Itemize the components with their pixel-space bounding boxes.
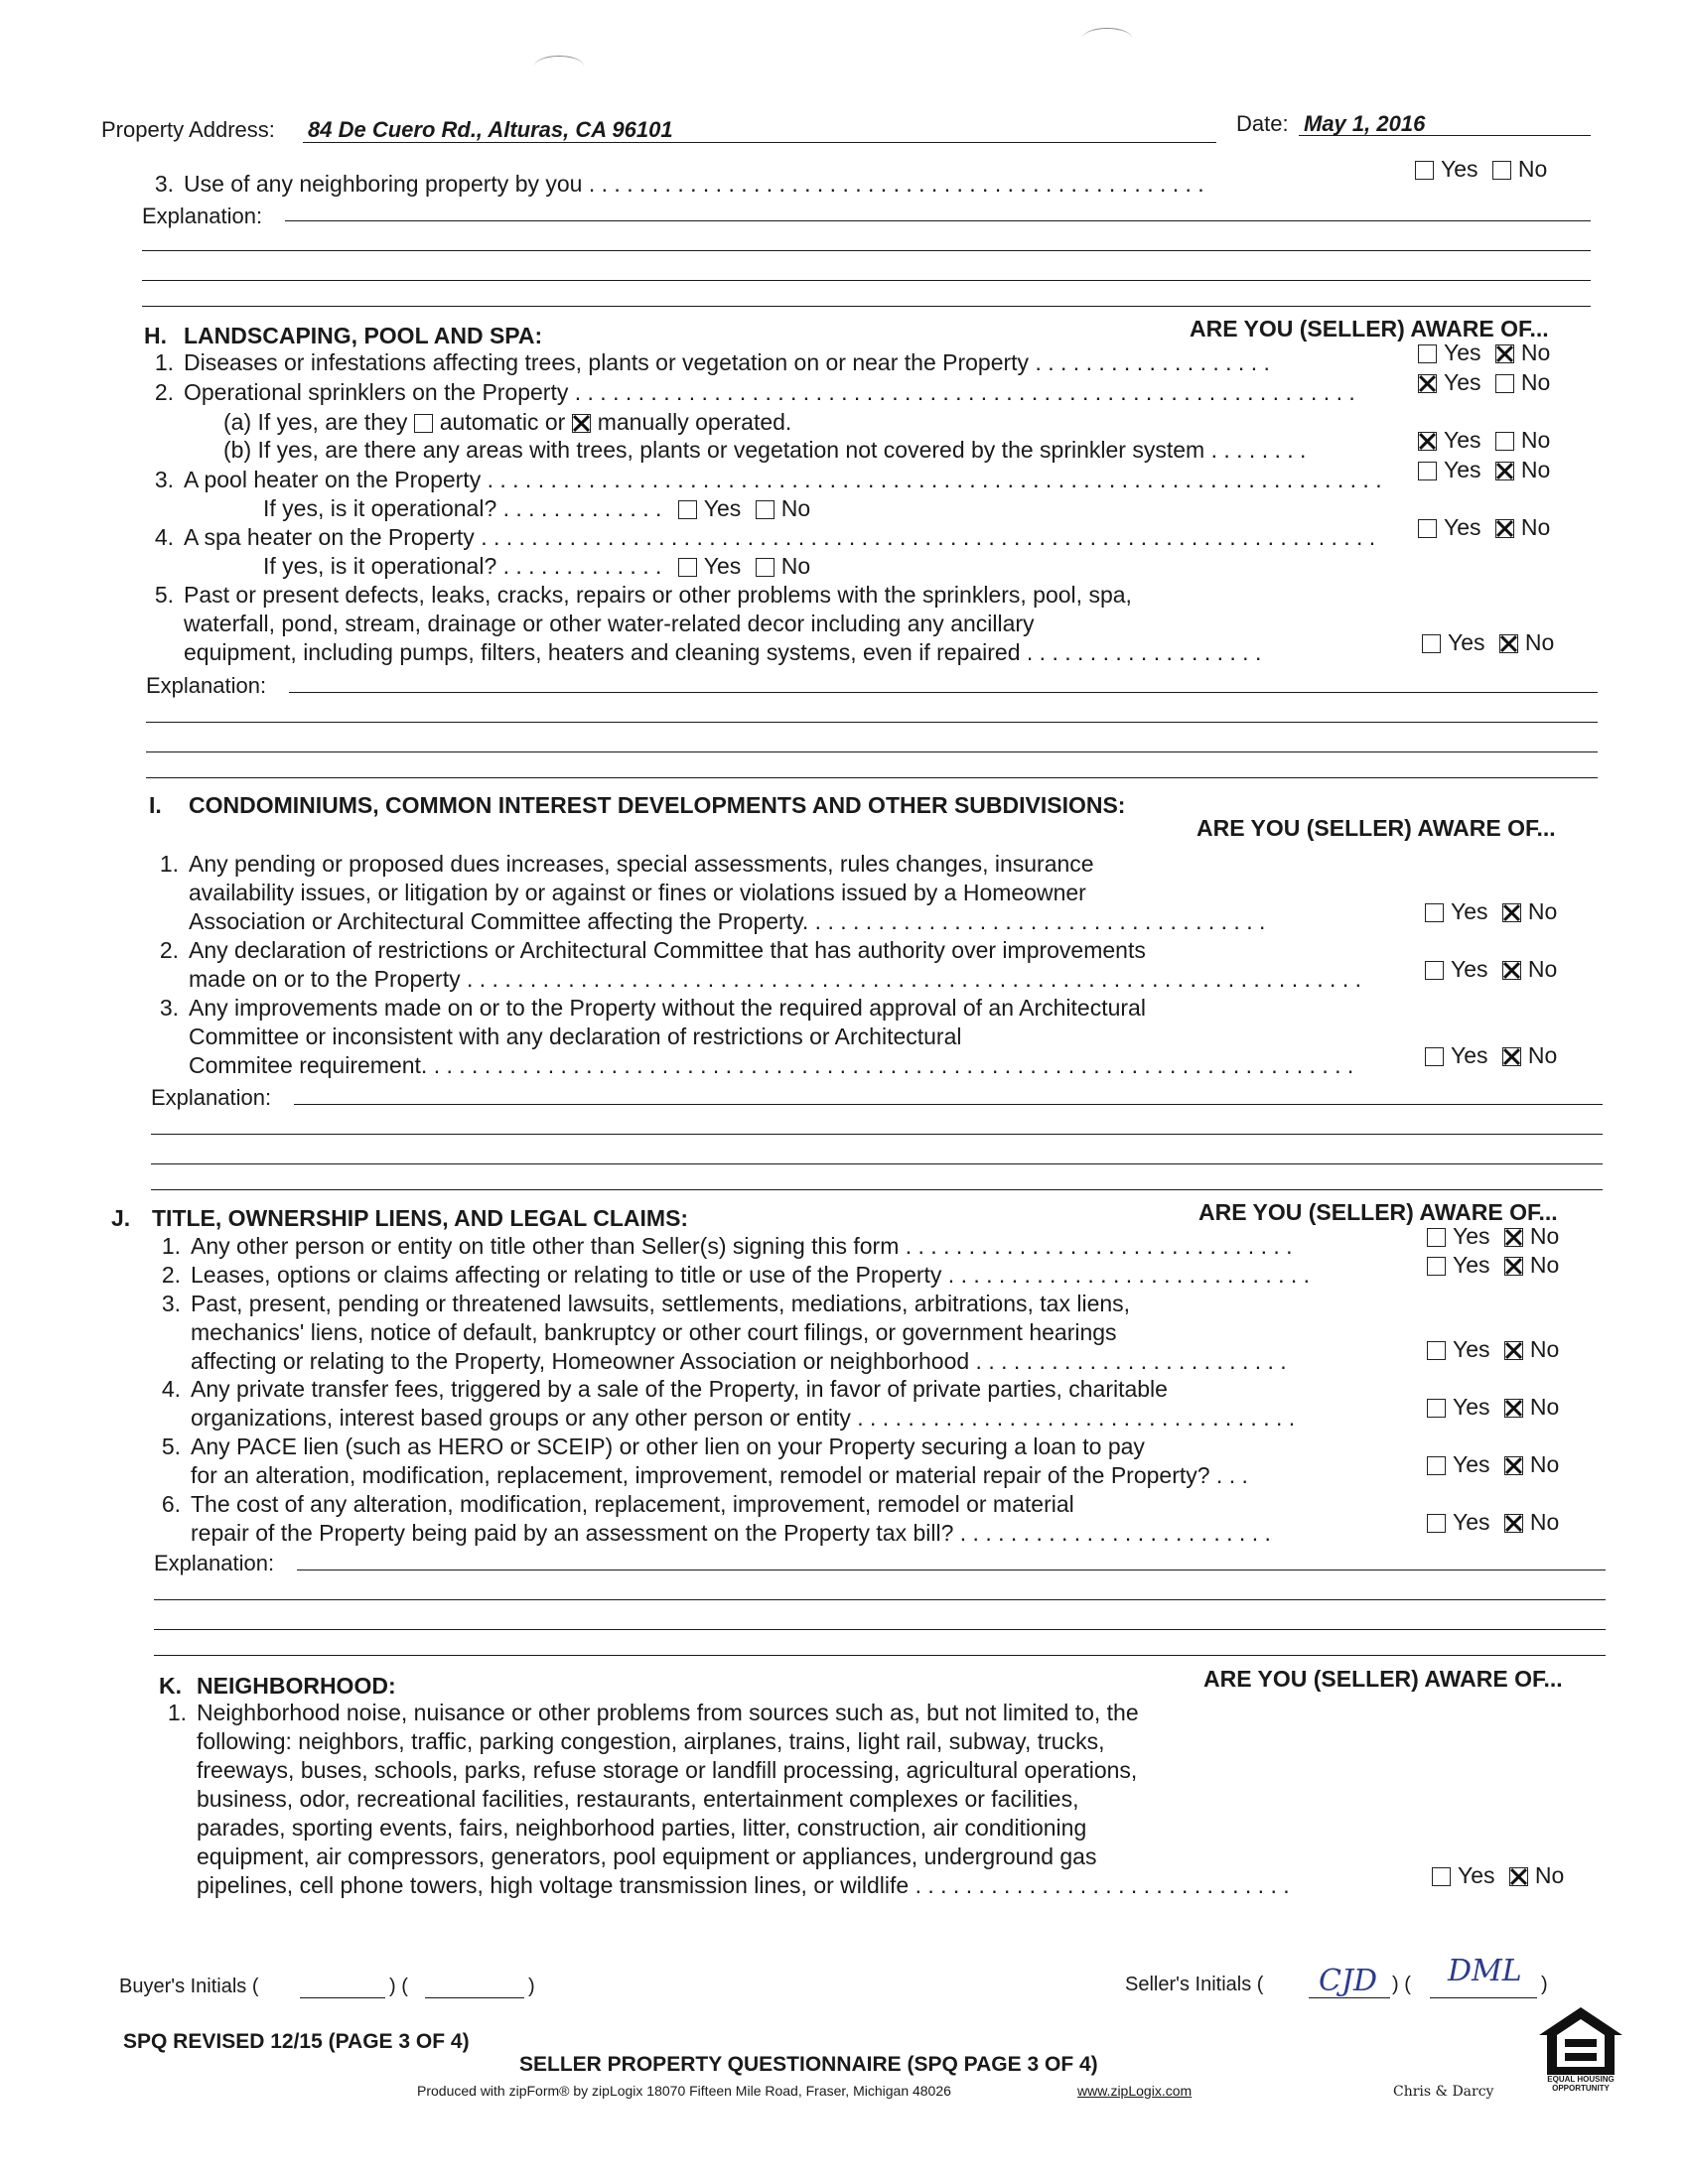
section-j-title: TITLE, OWNERSHIP LIENS, AND LEGAL CLAIMS:	[152, 1205, 689, 1231]
checkbox-manually-checked[interactable]	[572, 414, 591, 433]
buyer-initial-line-1[interactable]	[300, 1997, 385, 1998]
checkbox-no-checked[interactable]	[1504, 1514, 1523, 1533]
checkbox-yes-checked[interactable]	[1418, 374, 1437, 393]
checkbox-yes[interactable]	[1427, 1456, 1446, 1475]
address-value: 84 De Cuero Rd., Alturas, CA 96101	[308, 117, 673, 142]
checkbox-no-checked[interactable]	[1495, 519, 1514, 538]
answer-j4: Yes No	[1427, 1392, 1559, 1422]
seller-initial-1-handwriting: CJD	[1319, 1964, 1378, 1998]
revision-label: SPQ REVISED 12/15 (PAGE 3 OF 4)	[123, 2030, 470, 2053]
answer-k1: Yes No	[1432, 1860, 1564, 1890]
checkbox-yes[interactable]	[1427, 1257, 1446, 1276]
answer-g3: Yes No	[1415, 154, 1547, 184]
checkbox-yes[interactable]	[1418, 344, 1437, 363]
checkbox-yes[interactable]	[1422, 634, 1441, 653]
aware-heading: ARE YOU (SELLER) AWARE OF...	[1198, 1199, 1558, 1225]
explanation-label: Explanation:	[146, 673, 267, 698]
checkbox-no-checked[interactable]	[1502, 903, 1521, 922]
checkbox-yes[interactable]	[678, 500, 697, 519]
checkbox-no-checked[interactable]	[1502, 1047, 1521, 1066]
question-j3: 3. Past, present, pending or threatened lawsuits, settlements, mediations, arbitrations, tax liens, mechanics' liens, notice of default, bankruptcy or other court filings, or government hearings affecting or relating to the Property, Homeowner Association or neighborhood . . . . . . . . . . . . . . . . . . . . . . . . .	[161, 1291, 1287, 1374]
checkbox-no[interactable]	[756, 500, 774, 519]
answer-i2: Yes No	[1425, 954, 1557, 984]
buyer-initial-line-2[interactable]	[425, 1997, 524, 1998]
answer-i3: Yes No	[1425, 1040, 1557, 1070]
answer-h1: Yes No	[1418, 338, 1550, 367]
equal-housing-text: EQUAL HOUSING OPPORTUNITY	[1547, 2075, 1615, 2093]
answer-h2b: Yes No	[1418, 425, 1550, 455]
address-label: Property Address:	[101, 117, 275, 142]
ziplogix-link[interactable]: www.zipLogix.com	[1077, 2083, 1193, 2099]
section-j-letter: J.	[111, 1205, 131, 1231]
equal-housing-icon	[1537, 2005, 1624, 2083]
checkbox-yes[interactable]	[1418, 462, 1437, 480]
checkbox-no[interactable]	[756, 558, 774, 577]
section-i-letter: I.	[149, 792, 162, 818]
checkbox-yes[interactable]	[1432, 1867, 1451, 1886]
aware-heading: ARE YOU (SELLER) AWARE OF...	[1203, 1666, 1563, 1692]
checkbox-no-checked[interactable]	[1504, 1399, 1523, 1418]
aware-heading: ARE YOU (SELLER) AWARE OF...	[1190, 316, 1549, 341]
question-i1: 1. Any pending or proposed dues increases, special assessments, rules changes, insurance availability issues, or litigation by or against or fines or violations issued by a Homeowner Association or Architectural Committee affecting the Property. . . . . . . . . . . . . . . . . . . . . . . . . . . . . . . . . . . . .	[159, 851, 1266, 934]
question-j4: 4. Any private transfer fees, triggered by a sale of the Property, in favor of private parties, charitable organizations, interest based groups or any other person or entity . . . . . . . . . . . . . . . . . . . . . . . . . . . . . . . . . . .	[161, 1376, 1296, 1431]
answer-h3: Yes No	[1418, 455, 1550, 484]
seller-initial-2-handwriting: DML	[1448, 1954, 1522, 1988]
checkbox-yes[interactable]	[1425, 903, 1444, 922]
checkbox-yes[interactable]	[1415, 161, 1434, 180]
answer-j5: Yes No	[1427, 1449, 1559, 1479]
section-h-title: LANDSCAPING, POOL AND SPA:	[184, 323, 543, 348]
seller-initials-label: Seller's Initials (	[1125, 1974, 1264, 1995]
checkbox-yes[interactable]	[1425, 961, 1444, 980]
punch-hole-mark-right	[1082, 28, 1132, 49]
checkbox-yes[interactable]	[1427, 1514, 1446, 1533]
checkbox-no-checked[interactable]	[1504, 1341, 1523, 1360]
produced-by-text: Produced with zipForm® by zipLogix 18070 Fifteen Mile Road, Fraser, Michigan 48026	[417, 2083, 951, 2099]
checkbox-yes[interactable]	[1418, 519, 1437, 538]
checkbox-no[interactable]	[1492, 161, 1511, 180]
checkbox-no-checked[interactable]	[1504, 1456, 1523, 1475]
answer-h5: Yes No	[1422, 627, 1554, 657]
question-i2: 2. Any declaration of restrictions or Architectural Committee that has authority over improvements made on or to the Property . . . . . . . . . . . . . . . . . . . . . . . . . . . . . . . . . . . . . . . . . . . . . . . . . . . . . . . . . . . . . . . . . . . . . . .	[159, 937, 1361, 992]
answer-j6: Yes No	[1427, 1507, 1559, 1537]
form-title: SELLER PROPERTY QUESTIONNAIRE (SPQ PAGE 3 OF 4)	[519, 2053, 1098, 2076]
section-k-title: NEIGHBORHOOD:	[197, 1673, 396, 1699]
checkbox-yes-checked[interactable]	[1418, 432, 1437, 451]
answer-i1: Yes No	[1425, 896, 1557, 926]
checkbox-yes[interactable]	[1427, 1228, 1446, 1247]
checkbox-no-checked[interactable]	[1509, 1867, 1528, 1886]
question-h5: 5. Past or present defects, leaks, cracks, repairs or other problems with the sprinklers, pool, spa, waterfall, pond, stream, drainage or other water-related decor including any ancillary equipment, including pumps, filters, heaters and cleaning systems, even if repaired . . . . . . . . . . . . . . . . . . .	[154, 582, 1262, 665]
checkbox-no-checked[interactable]	[1504, 1257, 1523, 1276]
date-label: Date:	[1236, 111, 1289, 136]
checkbox-no[interactable]	[1495, 374, 1514, 393]
checkbox-yes[interactable]	[678, 558, 697, 577]
checkbox-yes[interactable]	[1427, 1399, 1446, 1418]
answer-j2: Yes No	[1427, 1250, 1559, 1280]
checkbox-yes[interactable]	[1427, 1341, 1446, 1360]
question-j6: 6. The cost of any alteration, modification, replacement, improvement, remodel or material repair of the Property being paid by an assessment on the Property tax bill? . . . . . . . . . . . . . . . . . . . . . . . . .	[161, 1491, 1271, 1546]
answer-h4: Yes No	[1418, 512, 1550, 542]
explanation-label: Explanation:	[142, 204, 263, 228]
checkbox-yes[interactable]	[1425, 1047, 1444, 1066]
section-i-title: CONDOMINIUMS, COMMON INTEREST DEVELOPMENTS AND OTHER SUBDIVISIONS:	[189, 792, 1126, 818]
checkbox-no-checked[interactable]	[1499, 634, 1518, 653]
explanation-label: Explanation:	[151, 1085, 272, 1110]
checkbox-no-checked[interactable]	[1504, 1228, 1523, 1247]
question-j5: 5. Any PACE lien (such as HERO or SCEIP) or other lien on your Property securing a loan to pay for an alteration, modification, replacement, improvement, remodel or material repair of the Property? . . .	[161, 1433, 1248, 1488]
answer-h2: Yes No	[1418, 367, 1550, 397]
checkbox-no-checked[interactable]	[1502, 961, 1521, 980]
question-k1: 1. Neighborhood noise, nuisance or other problems from sources such as, but not limited to, the following: neighbors, traffic, parking congestion, airplanes, trains, light rail, subway, trucks, freeways, buses, schools, parks, refuse storage or landfill processing, agricultural operations, business, odor, recreational facilities, restaurants, entertainment complexes or facilities, parades, sporting events, fairs, neighborhood parties, litter, construction, air conditioning equipment, air compressors, generators, pool equipment or appliances, underground gas pipelines, cell phone towers, high voltage transmission lines, or wildlife . . . . . . . . . . . . . . . . . . . . . . . . . . . . . .	[167, 1700, 1290, 1898]
checkbox-no-checked[interactable]	[1495, 462, 1514, 480]
explanation-label: Explanation:	[154, 1551, 275, 1575]
answer-j1: Yes No	[1427, 1221, 1559, 1251]
section-k-letter: K.	[159, 1673, 182, 1699]
checkbox-no[interactable]	[1495, 432, 1514, 451]
checkbox-automatic[interactable]	[414, 414, 433, 433]
section-h-letter: H.	[144, 323, 167, 348]
aware-heading: ARE YOU (SELLER) AWARE OF...	[1196, 815, 1556, 841]
buyer-initials-label: Buyer's Initials (	[119, 1976, 259, 1997]
checkbox-no-checked[interactable]	[1495, 344, 1514, 363]
date-value: May 1, 2016	[1304, 111, 1426, 136]
punch-hole-mark-left	[534, 56, 584, 76]
question-i3: 3. Any improvements made on or to the Property without the required approval of an Architectural Committee or inconsistent with any declaration of restrictions or Architectural Commitee requirement. . . . . . . . . . . . . . . . . . . . . . . . . . . . . . . . . . . . . . . . . . . . . . . . . . . . . . . . . . . . . . . . . . . . . . . . . .	[159, 995, 1354, 1078]
answer-j3: Yes No	[1427, 1334, 1559, 1364]
names-label: Chris & Darcy	[1393, 2084, 1494, 2100]
